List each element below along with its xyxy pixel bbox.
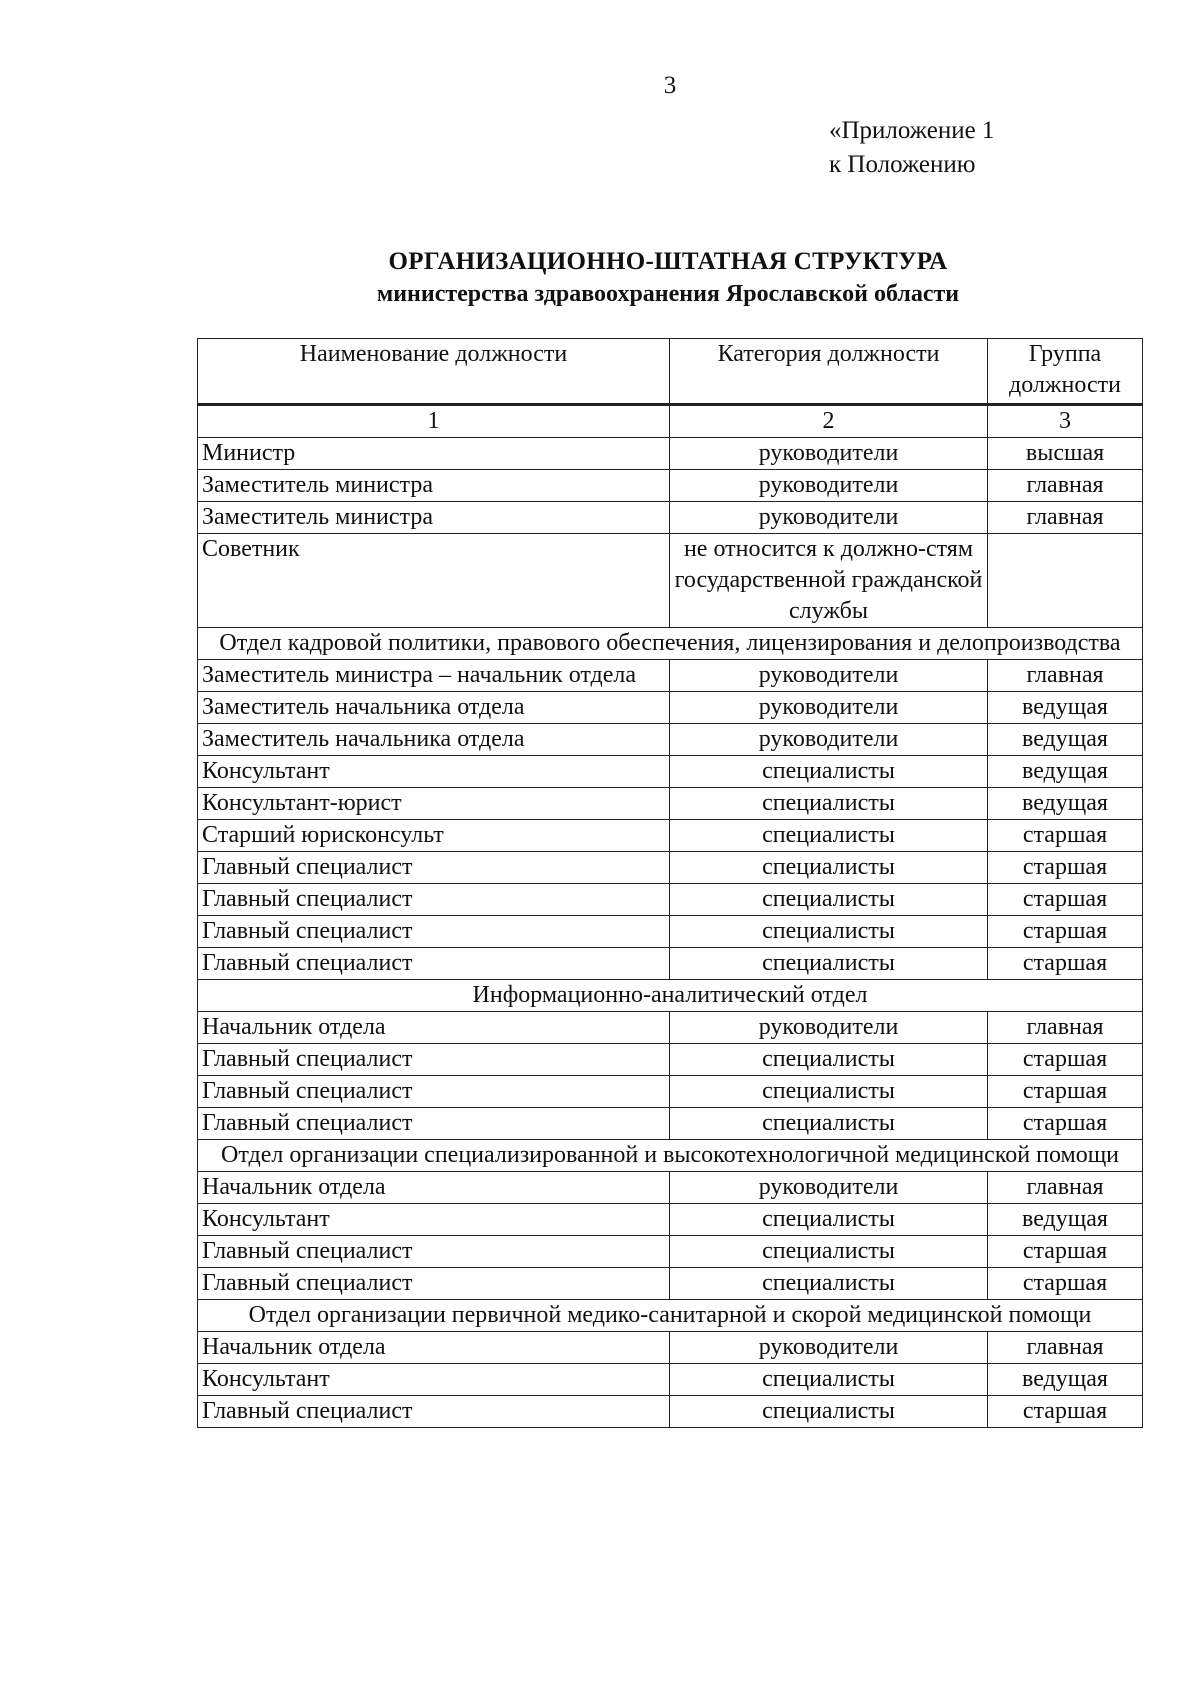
cell-group: старшая: [988, 1268, 1143, 1300]
cell-position: Старший юрисконсульт: [198, 820, 670, 852]
department-row: [198, 1300, 1143, 1332]
cell-group: ведущая: [988, 692, 1143, 724]
cell-group: ведущая: [988, 724, 1143, 756]
cell-group: ведущая: [988, 756, 1143, 788]
table-row: [198, 1396, 1143, 1428]
cell-position: Главный специалист: [198, 1108, 670, 1140]
cell-category: руководители: [670, 1012, 988, 1044]
cell-group: главная: [988, 660, 1143, 692]
cell-group: главная: [988, 1332, 1143, 1364]
department-name: Отдел кадровой политики, правового обеспечения, лицензирования и делопроизводства: [198, 628, 1143, 660]
cell-category: специалисты: [670, 1044, 988, 1076]
cell-position: Консультант: [198, 756, 670, 788]
table-row: [198, 948, 1143, 980]
table-row: [198, 820, 1143, 852]
cell-category: специалисты: [670, 1108, 988, 1140]
table-row: [198, 534, 1143, 628]
department-row: [198, 1140, 1143, 1172]
table-row: [198, 470, 1143, 502]
cell-category: специалисты: [670, 916, 988, 948]
cell-position: Начальник отдела: [198, 1172, 670, 1204]
cell-category: специалисты: [670, 884, 988, 916]
cell-position: Заместитель министра: [198, 470, 670, 502]
document-subtitle: министерства здравоохранения Ярославской области: [376, 281, 960, 307]
cell-group: старшая: [988, 852, 1143, 884]
cell-category: руководители: [670, 1172, 988, 1204]
appendix-reference: [829, 114, 994, 182]
table-header-row: [198, 339, 1143, 405]
cell-category: специалисты: [670, 1268, 988, 1300]
cell-position: Главный специалист: [198, 1268, 670, 1300]
cell-group: старшая: [988, 820, 1143, 852]
cell-group: ведущая: [988, 1204, 1143, 1236]
cell-category: руководители: [670, 1332, 988, 1364]
table-row: [198, 852, 1143, 884]
cell-group: главная: [988, 1012, 1143, 1044]
cell-category: специалисты: [670, 1364, 988, 1396]
cell-position: Главный специалист: [198, 852, 670, 884]
cell-group: ведущая: [988, 788, 1143, 820]
appendix-line-1: «Приложение 1: [829, 117, 995, 144]
table-row: [198, 1108, 1143, 1140]
cell-category: руководители: [670, 470, 988, 502]
cell-position: Начальник отдела: [198, 1332, 670, 1364]
cell-category: руководители: [670, 692, 988, 724]
title-block: [198, 246, 1138, 310]
cell-group: старшая: [988, 916, 1143, 948]
document-title: ОРГАНИЗАЦИОННО-ШТАТНАЯ СТРУКТУРА: [388, 248, 948, 275]
cell-category: специалисты: [670, 756, 988, 788]
cell-category: специалисты: [670, 1396, 988, 1428]
staff-structure-table: [197, 338, 1143, 1428]
header-position: Наименование должности: [198, 339, 670, 405]
cell-position: Главный специалист: [198, 948, 670, 980]
page-number: 3: [663, 72, 677, 99]
cell-position: Консультант: [198, 1204, 670, 1236]
column-number: 3: [988, 405, 1143, 438]
cell-group: старшая: [988, 1044, 1143, 1076]
department-name: Отдел организации специализированной и высокотехнологичной медицинской помощи: [198, 1140, 1143, 1172]
cell-category: специалисты: [670, 788, 988, 820]
cell-group: высшая: [988, 438, 1143, 470]
cell-group: старшая: [988, 1396, 1143, 1428]
cell-category: специалисты: [670, 1236, 988, 1268]
cell-group: старшая: [988, 1236, 1143, 1268]
table-row: [198, 1204, 1143, 1236]
appendix-line-2: к Положению: [829, 151, 976, 178]
table-row: [198, 660, 1143, 692]
cell-position: Министр: [198, 438, 670, 470]
table-row: [198, 884, 1143, 916]
table-row: [198, 916, 1143, 948]
cell-position: Главный специалист: [198, 1236, 670, 1268]
column-number-row: [198, 405, 1143, 438]
table-row: [198, 1012, 1143, 1044]
cell-group: главная: [988, 470, 1143, 502]
table-row: [198, 1332, 1143, 1364]
column-number: 1: [198, 405, 670, 438]
table-row: [198, 1076, 1143, 1108]
table-row: [198, 1236, 1143, 1268]
cell-category: не относится к должно-стям государственной гражданской службы: [670, 534, 988, 628]
department-row: [198, 628, 1143, 660]
cell-position: Консультант-юрист: [198, 788, 670, 820]
cell-group: ведущая: [988, 1364, 1143, 1396]
cell-category: руководители: [670, 438, 988, 470]
cell-position: Главный специалист: [198, 1044, 670, 1076]
cell-category: руководители: [670, 502, 988, 534]
cell-group: [988, 534, 1143, 628]
cell-position: Главный специалист: [198, 1076, 670, 1108]
cell-category: специалисты: [670, 852, 988, 884]
cell-group: старшая: [988, 1108, 1143, 1140]
cell-category: руководители: [670, 724, 988, 756]
cell-position: Консультант: [198, 1364, 670, 1396]
column-number: 2: [670, 405, 988, 438]
cell-position: Заместитель начальника отдела: [198, 724, 670, 756]
cell-position: Советник: [198, 534, 670, 628]
cell-group: старшая: [988, 948, 1143, 980]
cell-group: старшая: [988, 1076, 1143, 1108]
cell-position: Главный специалист: [198, 884, 670, 916]
cell-category: специалисты: [670, 1076, 988, 1108]
table-row: [198, 438, 1143, 470]
cell-category: специалисты: [670, 1204, 988, 1236]
cell-position: Главный специалист: [198, 916, 670, 948]
table-row: [198, 1044, 1143, 1076]
cell-position: Начальник отдела: [198, 1012, 670, 1044]
table-row: [198, 1364, 1143, 1396]
cell-position: Заместитель начальника отдела: [198, 692, 670, 724]
table-row: [198, 756, 1143, 788]
header-group: Группа должности: [988, 339, 1143, 405]
cell-group: главная: [988, 502, 1143, 534]
cell-position: Заместитель министра – начальник отдела: [198, 660, 670, 692]
table-body: [198, 339, 1143, 1428]
table-row: [198, 692, 1143, 724]
cell-category: специалисты: [670, 948, 988, 980]
department-name: Отдел организации первичной медико-санитарной и скорой медицинской помощи: [198, 1300, 1143, 1332]
table-row: [198, 1268, 1143, 1300]
cell-group: главная: [988, 1172, 1143, 1204]
cell-group: старшая: [988, 884, 1143, 916]
header-category: Категория должности: [670, 339, 988, 405]
cell-position: Заместитель министра: [198, 502, 670, 534]
table-row: [198, 1172, 1143, 1204]
department-name: Информационно-аналитический отдел: [198, 980, 1143, 1012]
cell-position: Главный специалист: [198, 1396, 670, 1428]
table-row: [198, 788, 1143, 820]
cell-category: руководители: [670, 660, 988, 692]
department-row: [198, 980, 1143, 1012]
table-row: [198, 724, 1143, 756]
cell-category: специалисты: [670, 820, 988, 852]
table-row: [198, 502, 1143, 534]
